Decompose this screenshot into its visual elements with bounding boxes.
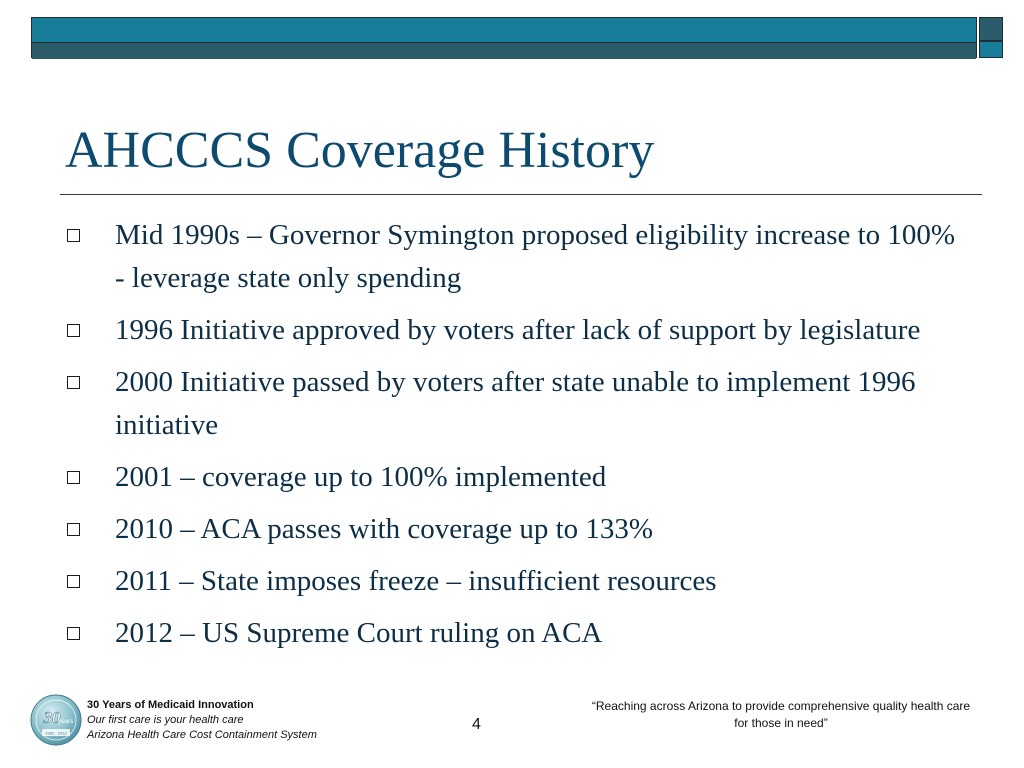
bullet-item [67, 309, 967, 352]
footer-motto: Our first care is your health care [87, 714, 244, 726]
bullet-text: 2011 – State imposes freeze – insufficient resources [115, 565, 717, 597]
bullet-text: Mid 1990s – Governor Symington proposed eligibility increase to 100% - leverage state only spending [115, 219, 956, 294]
bullet-text: 2010 – ACA passes with coverage up to 133% [115, 513, 654, 545]
bullet-item [67, 456, 967, 499]
square-bullet-icon [67, 376, 80, 389]
bullet-text: 2000 Initiative passed by voters after state unable to implement 1996 initiative [115, 366, 916, 441]
bullet-item [67, 508, 967, 551]
footer-left-text [87, 698, 317, 743]
logo-word: years [58, 719, 74, 725]
square-bullet-icon [67, 627, 80, 640]
30-years-logo-icon [30, 694, 82, 746]
header-corner-square-bottom [979, 41, 1003, 58]
bullet-item [67, 214, 967, 300]
square-bullet-icon [67, 575, 80, 588]
header-corner-square-top [979, 17, 1003, 41]
header-bar-stripe [32, 42, 976, 59]
square-bullet-icon [67, 523, 80, 536]
logo-number: 30 [43, 708, 61, 727]
slide-title: AHCCCS Coverage History [65, 122, 655, 179]
square-bullet-icon [67, 229, 80, 242]
logo-years-range: 1982 - 2012 [45, 730, 67, 736]
title-divider [60, 194, 982, 195]
square-bullet-icon [67, 471, 80, 484]
bullet-text: 2012 – US Supreme Court ruling on ACA [115, 617, 603, 649]
bullet-text: 1996 Initiative approved by voters after lack of support by legislature [115, 314, 921, 346]
header-decorative-bar [31, 17, 977, 58]
square-bullet-icon [67, 324, 80, 337]
footer-quote: “Reaching across Arizona to provide comprehensive quality health care for those in need” [591, 699, 971, 730]
bullet-text: 2001 – coverage up to 100% implemented [115, 461, 607, 493]
footer-agency-name: Arizona Health Care Cost Containment System [87, 729, 317, 741]
bullet-list [67, 214, 967, 664]
bullet-item [67, 560, 967, 603]
footer-tagline: 30 Years of Medicaid Innovation [87, 699, 254, 711]
bullet-item [67, 612, 967, 655]
page-number: 4 [472, 716, 481, 733]
bullet-item [67, 361, 967, 447]
